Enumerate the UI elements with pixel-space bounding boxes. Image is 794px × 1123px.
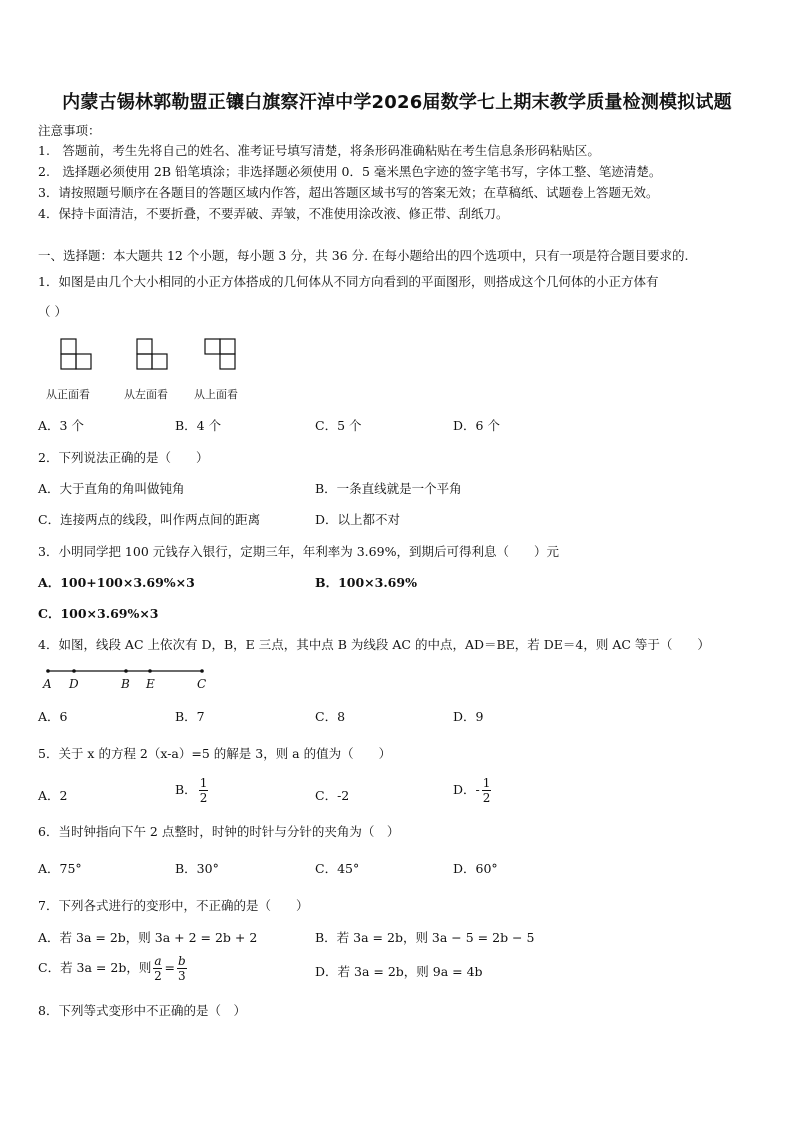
question-4-option-b[interactable]: B．7 [175,709,205,724]
fraction-denominator: 2 [154,969,162,983]
question-2-option-a[interactable]: A．大于直角的角叫做钝角 [38,481,185,496]
point-b-label: B [121,677,130,691]
question-5-option-c[interactable]: C．-2 [315,788,350,803]
option-d-prefix: D．- [453,782,480,797]
fraction-one-half [199,776,209,805]
question-6-option-d[interactable]: D．60° [453,861,498,876]
page-title: 内蒙古锡林郭勒盟正镶白旗察汗淖中学2026届数学七上期末教学质量检测模拟试题 [62,92,732,113]
fraction-numerator: 1 [482,776,491,790]
question-2-option-d[interactable]: D．以上都不对 [315,512,401,527]
question-3-option-c[interactable]: C．100×3.69%×3 [38,606,159,621]
question-3-option-a[interactable]: A．100+100×3.69%×3 [38,575,195,590]
question-7-option-a[interactable]: A．若 3a = 2b，则 3a + 2 = 2b + 2 [38,930,258,945]
fraction-numerator: 1 [199,776,208,790]
question-7-option-b[interactable]: B．若 3a = 2b，则 3a − 5 = 2b − 5 [315,930,535,945]
point-e-dot [148,669,152,673]
question-7-option-d[interactable]: D．若 3a = 2b，则 9a = 4b [315,964,483,979]
question-1-option-c[interactable]: C．5 个 [315,418,362,433]
point-e-label: E [146,677,155,691]
question-4-option-c[interactable]: C．8 [315,709,346,724]
point-d-dot [72,669,76,673]
question-6-option-c[interactable]: C．45° [315,861,360,876]
notice-item: 1. 答题前，考生先将自己的姓名、准考证号填写清楚，将条形码准确粘贴在考生信息条形码粘贴区。 [38,143,600,158]
option-b-prefix: B． [175,782,197,797]
question-7-stem: 7．下列各式进行的变形中，不正确的是（ ） [38,898,309,913]
fraction-one-half [482,776,492,805]
question-1-paren: （ ） [38,304,67,319]
question-5-stem: 5．关于 x 的方程 2（x-a）=5 的解是 3，则 a 的值为（ ） [38,746,392,761]
fraction-a-over-2 [153,954,162,983]
fraction-numerator: a [154,954,162,968]
question-2-option-c[interactable]: C．连接两点的线段，叫作两点间的距离 [38,512,261,527]
left-view-label: 从左面看 [124,388,168,401]
notice-item: 4．保持卡面清洁，不要折叠，不要弄破、弄皱，不准使用涂改液、修正带、刮纸刀。 [38,206,509,221]
question-4-option-a[interactable]: A．6 [38,709,68,724]
segment-figure [40,664,220,694]
notice-header: 注意事项： [38,123,101,138]
notice-item: 3．请按照题号顺序在各题目的答题区域内作答，超出答题区域书写的答案无效；在草稿纸、试题卷上答题无效。 [38,185,659,200]
question-4-option-d[interactable]: D．9 [453,709,484,724]
question-4-stem: 4．如图，线段 AC 上依次有 D，B，E 三点，其中点 B 为线段 AC 的中点，AD＝BE，若 DE＝4，则 AC 等于（ ） [38,637,710,652]
point-c-label: C [197,677,207,691]
fraction-denominator: 3 [177,969,186,983]
question-6-stem: 6．当时钟指向下午 2 点整时，时钟的时针与分针的夹角为（ ） [38,824,400,839]
question-5-option-a[interactable]: A．2 [38,788,68,803]
top-view-label: 从上面看 [194,388,238,401]
question-6-option-b[interactable]: B．30° [175,861,219,876]
top-view-figure [204,338,238,372]
front-view-label: 从正面看 [46,388,90,401]
question-3-stem: 3．小明同学把 100 元钱存入银行，定期三年，年利率为 3.69%，到期后可得利息（ ）元 [38,544,559,559]
question-2-stem: 2．下列说法正确的是（ ） [38,450,209,465]
question-1-option-b[interactable]: B．4 个 [175,418,222,433]
point-d-label: D [69,677,79,691]
point-a-label: A [43,677,52,691]
option-c-prefix: C．若 3a = 2b，则 [38,960,152,975]
left-view-figure [136,338,170,372]
point-b-dot [124,669,128,673]
fraction-numerator: b [177,954,186,968]
notice-item: 2. 选择题必须使用 2B 铅笔填涂；非选择题必须使用 0．5 毫米黑色字迹的签字笔书写，字体工整、笔迹清楚。 [38,164,662,179]
point-a-dot [46,669,50,673]
fraction-b-over-3 [177,954,187,983]
equals-sign: = [164,960,175,975]
question-5-option-d[interactable] [453,776,493,805]
question-5-option-b[interactable] [175,776,210,805]
front-view-figure [60,338,94,372]
question-8-stem: 8．下列等式变形中不正确的是（ ） [38,1003,246,1018]
fraction-denominator: 2 [482,791,491,805]
question-1-option-a[interactable]: A．3 个 [38,418,84,433]
section-heading: 一、选择题：本大题共 12 个小题，每小题 3 分，共 36 分. 在每小题给出的四个选项中，只有一项是符合题目要求的. [38,248,689,263]
segment-line [40,664,220,678]
question-1-stem: 1．如图是由几个大小相同的小正方体搭成的几何体从不同方向看到的平面图形，则搭成这个几何体的小正方体有 [38,274,659,289]
question-7-option-c[interactable] [38,954,189,983]
question-2-option-b[interactable]: B．一条直线就是一个平角 [315,481,462,496]
fraction-denominator: 2 [199,791,208,805]
point-c-dot [200,669,204,673]
three-views-figure [46,338,256,402]
question-6-option-a[interactable]: A．75° [38,861,82,876]
question-1-option-d[interactable]: D．6 个 [453,418,500,433]
question-3-option-b[interactable]: B．100×3.69% [315,575,417,590]
